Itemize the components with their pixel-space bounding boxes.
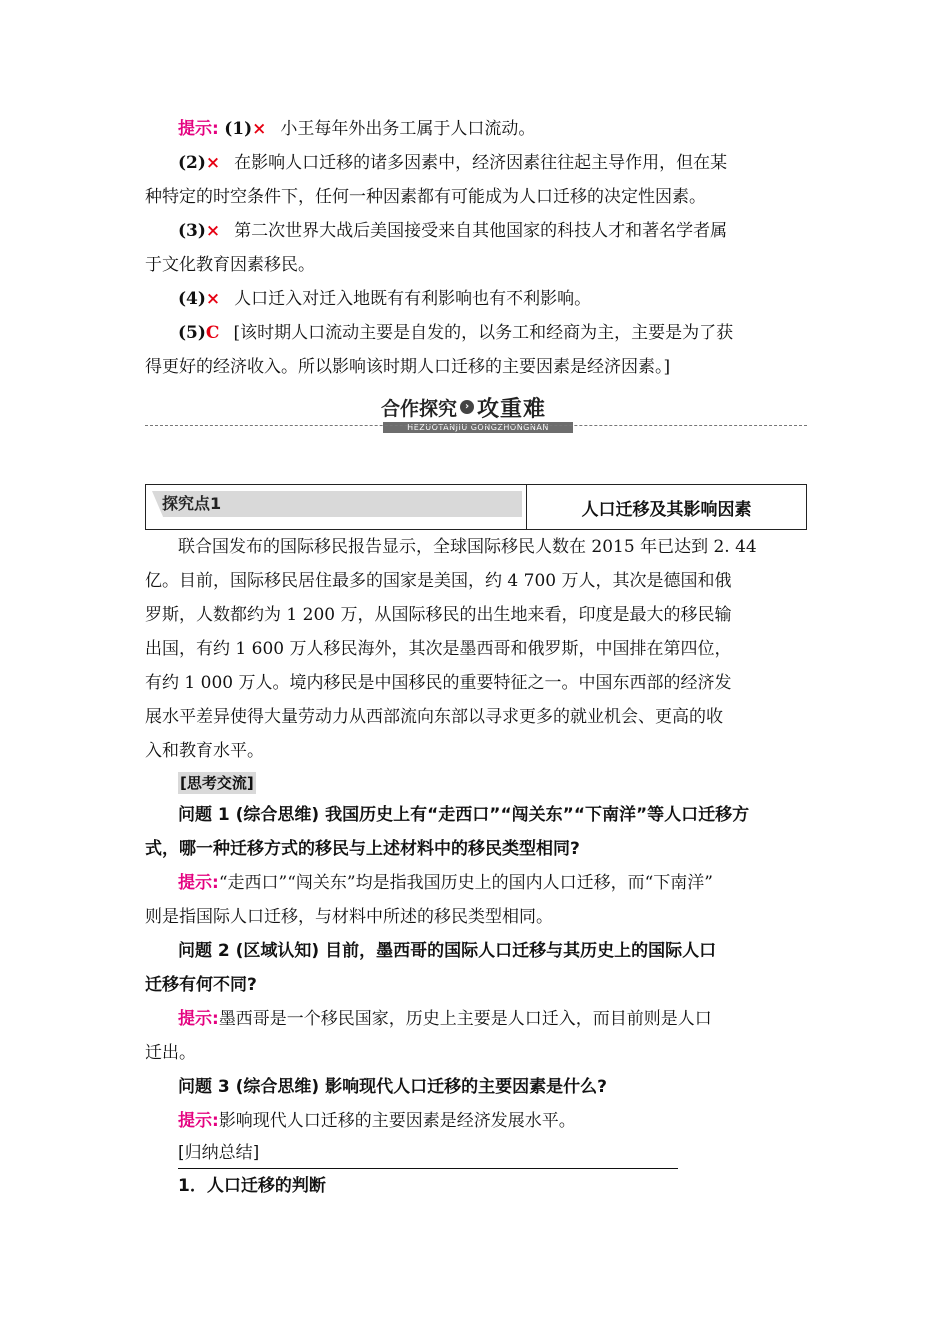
answer-1: 提示:“走西口”“闯关东”均是指我国历史上的国内人口迁移，而“下南洋” [178, 873, 713, 893]
think-tag: [思考交流] [180, 774, 254, 792]
question-1-cont: 式，哪一种迁移方式的移民与上述材料中的移民类型相同? [145, 839, 580, 859]
answer-3: 提示:影响现代人口迁移的主要因素是经济发展水平。 [178, 1111, 576, 1131]
summary-heading: [归纳总结] [178, 1138, 678, 1169]
hint-2-cont: 种特定的时空条件下，任何一种因素都有可能成为人口迁移的决定性因素。 [145, 187, 706, 207]
answer-1-cont: 则是指国际人口迁移，与材料中所述的移民类型相同。 [145, 907, 553, 927]
answer-mark: C [205, 323, 220, 343]
arrow-icon: › [460, 400, 474, 414]
section-banner [145, 392, 807, 436]
wrong-mark: × [205, 221, 221, 241]
hint-3-cont: 于文化教育因素移民。 [145, 255, 315, 275]
section-subtitle: HEZUOTANJIU GONGZHONGNAN [383, 422, 573, 433]
question-2: 问题 2 (区域认知) 目前，墨西哥的国际人口迁移与其历史上的国际人口 [178, 941, 717, 961]
hint-2: (2)× 在影响人口迁移的诸多因素中，经济因素往往起主导作用，但在某 [178, 153, 728, 173]
hints-block [145, 112, 807, 384]
question-2-cont: 迁移有何不同? [145, 975, 257, 995]
hint-5: (5)C [该时期人口流动主要是自发的，以务工和经商为主，主要是为了获 [178, 323, 734, 343]
explore-point-table [145, 484, 807, 530]
material-line: 展水平差异使得大量劳动力从西部流向东部以寻求更多的就业机会、更高的收 [145, 707, 723, 727]
hint-4: (4)× 人口迁入对迁入地既有有利影响也有不利影响。 [178, 289, 592, 309]
hint-label: 提示: [178, 119, 219, 139]
material-line: 联合国发布的国际移民报告显示，全球国际移民人数在 2015 年已达到 2. 44 [178, 537, 757, 557]
dashed-divider [145, 425, 807, 426]
hint-3: (3)× 第二次世界大战后美国接受来自其他国家的科技人才和著名学者属 [178, 221, 728, 241]
question-1: 问题 1 (综合思维) 我国历史上有“走西口”“闯关东”“下南洋”等人口迁移方 [178, 805, 750, 825]
material-line: 亿。目前，国际移民居住最多的国家是美国，约 4 700 万人，其次是德国和俄 [145, 571, 732, 591]
material-line: 出国，有约 1 600 万人移民海外，其次是墨西哥和俄罗斯，中国排在第四位， [145, 639, 732, 659]
section-title: 合作探究 › 攻重难 [381, 396, 547, 422]
material-line: 入和教育水平。 [145, 741, 264, 761]
wrong-mark: × [205, 153, 221, 173]
explore-topic: 人口迁移及其影响因素 [581, 499, 752, 520]
summary-item: 1．人口迁移的判断 [178, 1176, 326, 1196]
explore-tab-label: 探究点1 [162, 494, 222, 513]
material-line: 有约 1 000 万人。境内移民是中国移民的重要特征之一。中国东西部的经济发 [145, 673, 732, 693]
wrong-mark: × [252, 119, 267, 139]
material-block [145, 530, 807, 1203]
hint-5-cont: 得更好的经济收入。所以影响该时期人口迁移的主要因素是经济因素。] [145, 357, 671, 377]
wrong-mark: × [205, 289, 221, 309]
answer-2: 提示:墨西哥是一个移民国家，历史上主要是人口迁入，而目前则是人口 [178, 1009, 712, 1029]
hint-1: 提示: (1)× 小王每年外出务工属于人口流动。 [178, 119, 536, 139]
material-line: 罗斯，人数都约为 1 200 万，从国际移民的出生地来看，印度是最大的移民输 [145, 605, 732, 625]
question-3: 问题 3 (综合思维) 影响现代人口迁移的主要因素是什么? [178, 1077, 607, 1097]
answer-2-cont: 迁出。 [145, 1043, 196, 1063]
